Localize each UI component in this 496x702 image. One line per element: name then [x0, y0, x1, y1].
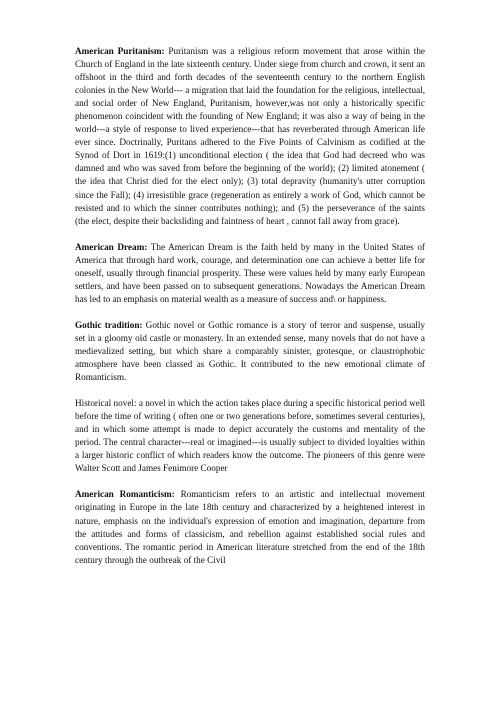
entry-text: Romanticism refers to an artistic and intellectual movement originating in Europe in the late 18th century and characterized by a heightened interest in nature, emphasis on the individual's expression of emotion and imagination, departure from the attitudes and forms of classicism, and rebellion against established social rules and conventions. The romantic period in American literature stretched from the end of the 18th century through the outbreak of the Civil [75, 489, 425, 565]
entry-text: The American Dream is the faith held by many in the United States of America that through hard work, courage, and determination one can achieve a better life for oneself, usually through financial prosperity. These were values held by many early European settlers, and have been passed on to subsequent generations. Nowadays the American Dream has led to an emphasis on material wealth as a measure of success and\ or happiness. [75, 241, 425, 304]
entry-term: American Dream: [75, 241, 148, 252]
entry-term: American Puritanism: [75, 46, 165, 56]
entry-text: Historical novel: a novel in which the action takes place during a specific historical period well before the time of writing ( often one or two generations before, sometimes several centuries), and in which some attempt is made to depict accurately the customs and mentality of the period. The central character---real or imagined---is usually subject to divided loyalties within a larger historic conflict of which readers know the outcome. The pioneers of this genre were Walter Scott and James Fenimore Cooper [75, 398, 425, 474]
entry-american-dream [75, 241, 425, 306]
entry-historical-novel [75, 397, 425, 475]
entry-text: Puritanism was a religious reform movement that arose within the Church of England in the late sixteenth century. Under siege from church and crown, it sent an offshoot in the third and forth decades of the seventeenth century to the northern English colonies in the New World--- a migration that laid the foundation for the religious, intellectual, and social order of New England, Puritanism, however,was not only a historically specific phenomenon coincident with the founding of New England; it was also a way of being in the world---a style of response to lived experience---that has reverberated through American life ever since. Doctrinally, Puritans adhered to the Five Points of Calvinism as codified at the Synod of Dort in 1619:(1) unconditional election ( the idea that God had decreed who was damned and who was saved from before the beginning of the world); (2) limited atonement ( the idea that Christ died for the elect only); (3) total depravity (humanity's utter corruption since the Fall); (4) irresistible grace (regeneration as entirely a work of God, which cannot be resisted and to which the sinner contributes nothing); and (5) the perseverance of the saints (the elect, despite their backsliding and faintness of heart , cannot fall away from grace). [75, 46, 425, 226]
entry-term: American Romanticism: [75, 489, 175, 500]
document-page [75, 45, 425, 580]
entry-text: Gothic novel or Gothic romance is a story of terror and suspense, usually set in a gloomy old castle or monastery. In an extended sense, many novels that do not have a medievalized setting, but which share a comparably sinister, grotesque, or claustrophobic atmosphere have been classed as Gothic. It contributed to the new emotional climate of Romanticism. [75, 319, 425, 383]
entry-term: Gothic tradition: [75, 319, 143, 330]
entry-american-romanticism [75, 488, 425, 566]
entry-american-puritanism [75, 45, 425, 228]
entry-gothic-tradition [75, 319, 425, 384]
